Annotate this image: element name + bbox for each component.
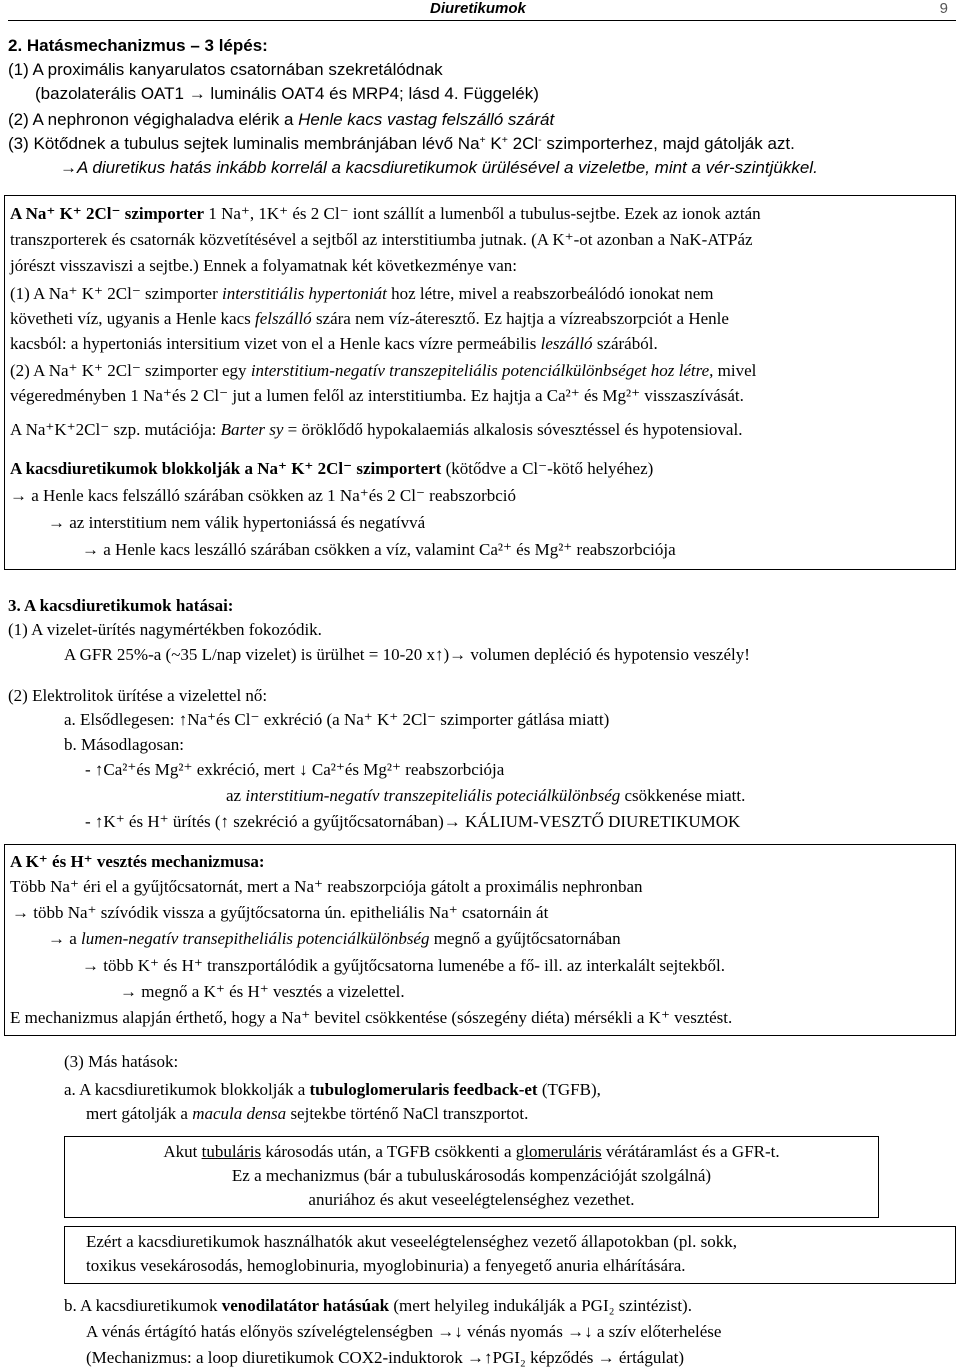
e2b2-post: csökkenése miatt. bbox=[620, 786, 746, 805]
arrow-right-icon: → bbox=[82, 540, 99, 559]
conclusion-line bbox=[60, 158, 818, 178]
symporter-line-1-rest: 1 Na⁺, 1K⁺ és 2 Cl⁻ iont szállít a lumenből a tubulus-sejtbe. Ezek az ionok aztán bbox=[204, 204, 761, 223]
symporter-line-1 bbox=[10, 204, 761, 224]
block-line-1 bbox=[10, 459, 653, 479]
c1c-post: szárából. bbox=[592, 334, 658, 353]
c1a-post: hoz létre, mivel a reabszorbeálódó ionokat nem bbox=[386, 284, 714, 303]
b2-post: a szív előterhelése bbox=[592, 1322, 722, 1341]
arrow-right-icon: → bbox=[12, 903, 29, 922]
arrow-down-icon: ↓ bbox=[299, 760, 308, 779]
kh-line-5-text: megnő a K⁺ és H⁺ vesztés a vizelettel. bbox=[137, 982, 405, 1001]
e2b3-pre: - bbox=[85, 812, 95, 831]
arrow-up-icon: ↑ bbox=[94, 760, 104, 779]
kh-line-4-text: több K⁺ és H⁺ transzportálódik a gyűjtőcsatorna lumenébe a fő- ill. az interkalált sejtekből. bbox=[99, 956, 725, 975]
arrow-up-icon: ↑ bbox=[94, 812, 104, 831]
tgfb-line-3: anuriához és akut veseelégtelenséghez vezethet. bbox=[308, 1190, 635, 1209]
c1a-italic: interstitiális hypertoniát bbox=[222, 284, 387, 303]
tgfb-line-1 bbox=[64, 1142, 879, 1162]
effect-2b2 bbox=[226, 786, 745, 806]
arrow-right-icon: → bbox=[10, 486, 27, 505]
block-line-2-text: a Henle kacs felszálló szárában csökken az 1 Na⁺és 2 Cl⁻ reabszorbció bbox=[27, 486, 517, 505]
e2b2-italic: interstitium-negatív transzepiteliális poteciálkülönbség bbox=[245, 786, 621, 805]
e2b1-pre: - bbox=[85, 760, 95, 779]
step-1-text: (1) A proximális kanyarulatos csatornában szekretálódnak bbox=[8, 60, 443, 79]
header-title: Diuretikumok bbox=[430, 0, 526, 17]
barter-line bbox=[10, 420, 742, 440]
gfr-post: volumen depléció és hypotensio veszély! bbox=[466, 645, 750, 664]
c1a-pre: (1) A Na⁺ K⁺ 2Cl⁻ szimporter bbox=[10, 284, 223, 303]
tgfb-u2: glomeruláris bbox=[515, 1142, 602, 1161]
barter-post: = öröklődő hypokalaemiás alkalosis sóvesztéssel és hypotensioval. bbox=[283, 420, 743, 439]
usage-line-1: Ezért a kacsdiuretikumok használhatók akut veseelégtelenséghez vezető állapotokban (pl. sokk, bbox=[86, 1232, 737, 1251]
c1b-pre: követheti víz, ugyanis a Henle kacs bbox=[10, 309, 256, 328]
other-b-line-2 bbox=[86, 1322, 721, 1342]
tgfb-line-2: Ez a mechanizmus (bár a tubuluskárosodás kompenzációját szolgálná) bbox=[231, 1166, 712, 1185]
block-post: (kötődve a Cl⁻-kötő helyéhez) bbox=[441, 459, 654, 478]
step-2-text bbox=[8, 110, 554, 130]
kh-line-1: Több Na⁺ éri el a gyűjtőcsatornát, mert a Na⁺ reabszorpciója gátolt a proximális nephronban bbox=[10, 877, 643, 896]
kh-line-2-text: több Na⁺ szívódik vissza a gyűjtőcsatorna ún. epitheliális Na⁺ csatornáin át bbox=[29, 903, 549, 922]
a2-pre: mert gátolják a bbox=[86, 1104, 193, 1123]
arrow-right-icon: → bbox=[443, 812, 461, 831]
a1-bold: tubuloglomerularis feedback-et bbox=[309, 1080, 538, 1099]
kh-line-6: E mechanizmus alapján érthető, hogy a Na⁺ bevitel csökkentése (sószegény diéta) mérsékli a K⁺ vesztést. bbox=[10, 1008, 733, 1027]
kh-line-5 bbox=[120, 982, 405, 1002]
gfr-pre: A GFR 25%-a (~35 L/nap vizelet) is ürülhet = 10-20 x bbox=[64, 645, 435, 664]
kh-line-4 bbox=[82, 956, 725, 976]
other-b-line-3 bbox=[86, 1348, 684, 1368]
arrow-down-icon: ↓ bbox=[454, 1322, 463, 1341]
tgfb-mid: károsodás után, a TGFB csökkenti a bbox=[261, 1142, 516, 1161]
step-1-transport-pre: (bazolaterális OAT1 bbox=[35, 84, 189, 103]
b3-pre: (Mechanizmus: a loop diuretikumok COX2-induktorok bbox=[86, 1348, 468, 1367]
arrow-down-icon: ↓ bbox=[584, 1322, 593, 1341]
c1c-pre: kacsból: a hypertoniás intersitium vizet von el a Henle kacs vízre permeábilis bbox=[10, 334, 541, 353]
kh-line-3 bbox=[48, 929, 621, 949]
b1-bold: venodilatátor hatásúak bbox=[221, 1296, 390, 1315]
arrow-right-icon: → bbox=[188, 84, 206, 103]
symporter-line-3: jórészt visszaviszi a sejtbe.) Ennek a folyamatnak két következménye van: bbox=[10, 256, 517, 275]
block-line-2 bbox=[10, 486, 516, 506]
c2a-post: mivel bbox=[713, 361, 757, 380]
tgfb-pre: Akut bbox=[163, 1142, 202, 1161]
block-line-3-text: az interstitium nem válik hypertoniássá és negatívvá bbox=[65, 513, 426, 532]
b3-post: értágulat) bbox=[614, 1348, 684, 1367]
arrow-right-icon: → bbox=[567, 1322, 585, 1341]
tgfb-u1: tubuláris bbox=[201, 1142, 262, 1161]
barter-pre: A Na⁺K⁺2Cl⁻ szp. mutációja: bbox=[10, 420, 221, 439]
kh-line-3-pre: a bbox=[65, 929, 82, 948]
block-line-4-text: a Henle kacs leszálló szárában csökken a víz, valamint Ca²⁺ és Mg²⁺ reabszorbciója bbox=[99, 540, 676, 559]
c1b-italic: felszálló bbox=[255, 309, 312, 328]
tgfb-post: vérátáramlást és a GFR-t. bbox=[601, 1142, 780, 1161]
gfr-mid: ) bbox=[443, 645, 450, 664]
consequence-2-line-1 bbox=[10, 361, 756, 381]
symporter-title: A Na⁺ K⁺ 2Cl⁻ szimporter bbox=[10, 204, 205, 223]
barter-italic: Barter sy bbox=[220, 420, 284, 439]
block-bold: A kacsdiuretikumok blokkolják a Na⁺ K⁺ 2Cl⁻ szimportert bbox=[10, 459, 442, 478]
a1-post: (TGFB), bbox=[537, 1080, 601, 1099]
other-a-line-1 bbox=[64, 1080, 601, 1100]
c2a-italic: interstitium-negatív transzepiteliális potenciálkülönbséget hoz létre, bbox=[250, 361, 714, 380]
c1c-italic: leszálló bbox=[540, 334, 593, 353]
arrow-right-icon: → bbox=[437, 1322, 455, 1341]
b1-post: (mert helyileg indukálják a PGI₂ szintézist). bbox=[389, 1296, 692, 1315]
c1b-post: szára nem víz-áteresztő. Ez hajtja a vízreabszorpciót a Henle bbox=[311, 309, 729, 328]
consequence-1-line-3 bbox=[10, 334, 658, 354]
other-b-line-1 bbox=[64, 1296, 692, 1316]
conclusion-text: A diuretikus hatás inkább korrelál a kacsdiuretikumok ürülésével a vizeletbe, mint a vér-szintjükkel. bbox=[77, 158, 818, 177]
arrow-up-icon: ↑ bbox=[435, 645, 444, 664]
a2-italic: macula densa bbox=[192, 1104, 287, 1123]
header-divider bbox=[8, 20, 956, 21]
effect-1-gfr bbox=[64, 645, 750, 665]
other-a-line-2 bbox=[86, 1104, 528, 1124]
page-number: 9 bbox=[939, 0, 948, 17]
section-2-heading: 2. Hatásmechanizmus – 3 lépés: bbox=[8, 36, 268, 55]
block-line-3 bbox=[48, 513, 425, 533]
e2b3-mid2: szekréció a gyűjtőcsatornában) bbox=[229, 812, 444, 831]
arrow-right-icon: → bbox=[467, 1348, 485, 1367]
e2b1-mid: Ca²⁺és Mg²⁺ exkréció, mert bbox=[103, 760, 300, 779]
arrow-up-icon: ↑ bbox=[484, 1348, 493, 1367]
a2-post: sejtekbe történő NaCl transzportot. bbox=[286, 1104, 529, 1123]
e2a-pre: a. Elsődlegesen: bbox=[64, 710, 179, 729]
step-1-transport-post: luminális OAT4 és MRP4; lásd 4. Függelék) bbox=[205, 84, 539, 103]
arrow-right-icon: → bbox=[48, 929, 65, 948]
consequence-1-line-2 bbox=[10, 309, 729, 329]
b2-pre: A vénás értágító hatás előnyös szívelégtelenségben bbox=[86, 1322, 438, 1341]
e2b3-post: KÁLIUM-VESZTŐ DIURETIKUMOK bbox=[460, 812, 741, 831]
step-3-post: szimporterhez, majd gátolják azt. bbox=[541, 134, 795, 153]
other-heading: (3) Más hatások: bbox=[64, 1052, 179, 1071]
step-1-transport bbox=[35, 84, 539, 104]
kh-heading: A K⁺ és H⁺ vesztés mechanizmusa: bbox=[10, 852, 265, 871]
effect-2: (2) Elektrolitok ürítése a vizelettel nő: bbox=[8, 686, 268, 705]
b3-mid: PGI₂ képződés bbox=[492, 1348, 598, 1367]
b1-pre: b. A kacsdiuretikumok bbox=[64, 1296, 222, 1315]
effect-2a bbox=[64, 710, 609, 730]
consequence-2-line-2: végeredményben 1 Na⁺és 2 Cl⁻ jut a lumen felől az interstitiumba. Ez hajtja a Ca²⁺ és Mg²⁺ visszaszívását. bbox=[10, 386, 744, 405]
e2b1-post: Ca²⁺és Mg²⁺ reabszorbciója bbox=[307, 760, 505, 779]
step-3-pre: (3) Kötődnek a tubulus sejtek luminalis membránjában lévő Na bbox=[8, 134, 480, 153]
e2b3-mid: K⁺ és H⁺ ürítés ( bbox=[103, 812, 221, 831]
arrow-right-icon: → bbox=[82, 956, 99, 975]
c2a-pre: (2) A Na⁺ K⁺ 2Cl⁻ szimporter egy bbox=[10, 361, 251, 380]
arrow-right-icon: → bbox=[597, 1348, 615, 1367]
step-3-text: (3) Kötődnek a tubulus sejtek luminalis membránjában lévő Na+ K+ 2Cl- szimporterhez, majd gátolják azt. bbox=[8, 134, 795, 153]
section-3-heading: 3. A kacsdiuretikumok hatásai: bbox=[8, 596, 234, 615]
kh-line-3-post: megnő a gyűjtőcsatornában bbox=[429, 929, 621, 948]
e2a-post: Na⁺és Cl⁻ exkréció (a Na⁺ K⁺ 2Cl⁻ szimporter gátlása miatt) bbox=[187, 710, 610, 729]
a1-pre: a. A kacsdiuretikumok blokkolják a bbox=[64, 1080, 310, 1099]
arrow-right-icon: → bbox=[120, 982, 137, 1001]
kh-line-2 bbox=[12, 903, 548, 923]
e2b2-pre: az bbox=[226, 786, 246, 805]
arrow-right-icon: → bbox=[449, 645, 467, 664]
b2-mid: vénás nyomás bbox=[462, 1322, 568, 1341]
effect-2b: b. Másodlagosan: bbox=[64, 735, 184, 754]
step-2-italic: Henle kacs vastag felszálló szárát bbox=[298, 110, 555, 129]
effect-2b3 bbox=[85, 812, 740, 832]
block-line-4 bbox=[82, 540, 676, 560]
arrow-right-icon: → bbox=[48, 513, 65, 532]
effect-1: (1) A vizelet-ürítés nagymértékben fokozódik. bbox=[8, 620, 322, 639]
step-2-pre: (2) A nephronon végighaladva elérik a bbox=[8, 110, 299, 129]
kh-line-3-italic: lumen-negatív transepitheliális potenciálkülönbség bbox=[81, 929, 430, 948]
arrow-right-icon: → bbox=[60, 158, 77, 177]
arrow-up-icon: ↑ bbox=[178, 710, 188, 729]
usage-line-2: toxikus vesekárosodás, hemoglobinuria, myoglobinuria) a fenyegető anuria elhárítására. bbox=[86, 1256, 686, 1275]
symporter-line-2: transzporterek és csatornák közvetítésével a sejtből az interstitiumba jutnak. (A K⁺-ot azonban a NaK-ATPáz bbox=[10, 230, 753, 249]
consequence-1-line-1 bbox=[10, 284, 713, 304]
arrow-up-icon: ↑ bbox=[220, 812, 230, 831]
effect-2b1 bbox=[85, 760, 504, 780]
